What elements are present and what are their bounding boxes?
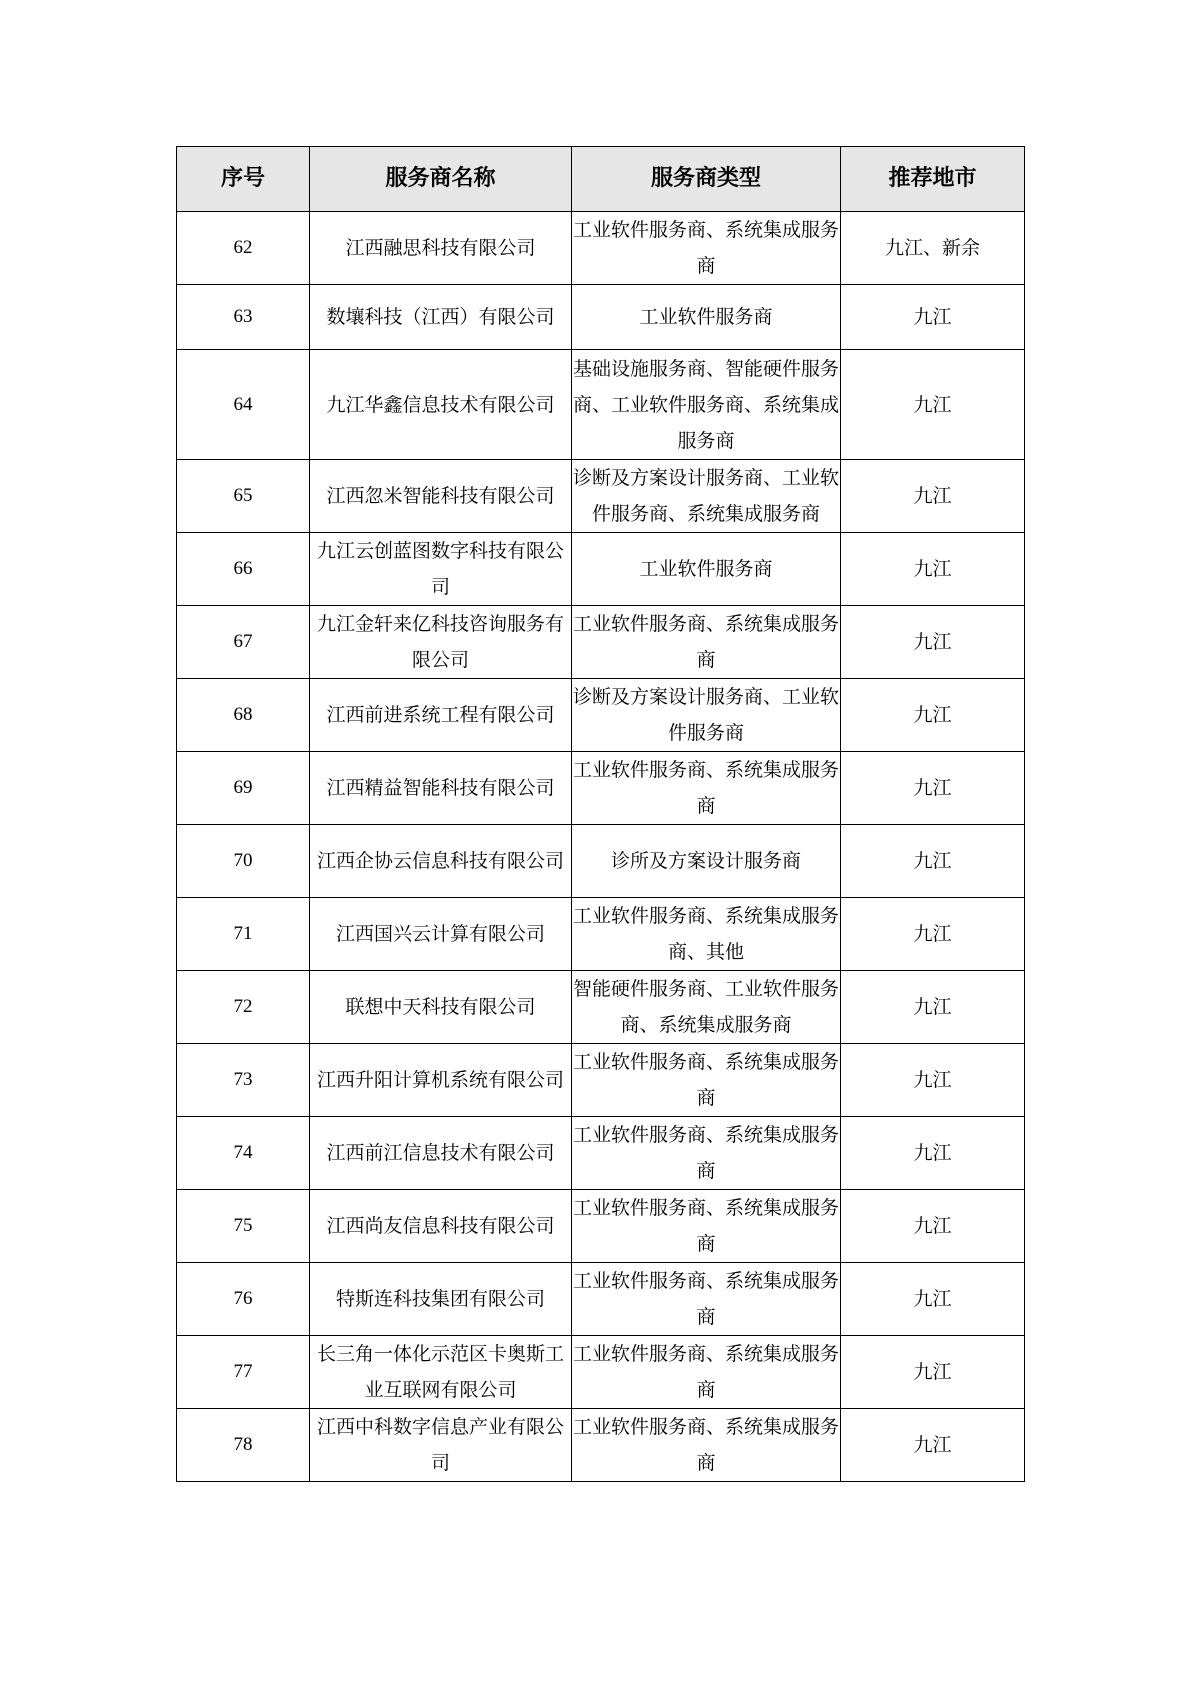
- row-provider-type: 工业软件服务商、系统集成服务商: [572, 1336, 841, 1409]
- row-number: 66: [177, 533, 310, 606]
- row-provider-type: 诊断及方案设计服务商、工业软件服务商: [572, 679, 841, 752]
- row-city: 九江: [841, 679, 1025, 752]
- row-city: 九江: [841, 1409, 1025, 1482]
- table-row: [177, 285, 1025, 350]
- row-number: 65: [177, 460, 310, 533]
- row-provider-name: 江西尚友信息科技有限公司: [310, 1190, 572, 1263]
- row-provider-name: 联想中天科技有限公司: [310, 971, 572, 1044]
- row-provider-name: 江西忽米智能科技有限公司: [310, 460, 572, 533]
- row-number: 63: [177, 285, 310, 350]
- row-city: 九江: [841, 350, 1025, 460]
- row-city: 九江: [841, 752, 1025, 825]
- row-provider-type: 工业软件服务商、系统集成服务商: [572, 1190, 841, 1263]
- table-row: [177, 1044, 1025, 1117]
- row-provider-name: 江西中科数字信息产业有限公司: [310, 1409, 572, 1482]
- header-recommended-city: 推荐地市: [841, 147, 1025, 212]
- row-provider-type: 工业软件服务商、系统集成服务商: [572, 606, 841, 679]
- row-provider-type: 基础设施服务商、智能硬件服务商、工业软件服务商、系统集成服务商: [572, 350, 841, 460]
- row-city: 九江: [841, 533, 1025, 606]
- row-city: 九江: [841, 285, 1025, 350]
- table-row: [177, 533, 1025, 606]
- row-provider-type: 诊断及方案设计服务商、工业软件服务商、系统集成服务商: [572, 460, 841, 533]
- row-city: 九江: [841, 1263, 1025, 1336]
- row-provider-type: 智能硬件服务商、工业软件服务商、系统集成服务商: [572, 971, 841, 1044]
- row-provider-type: 工业软件服务商、系统集成服务商: [572, 212, 841, 285]
- row-provider-name: 长三角一体化示范区卡奥斯工业互联网有限公司: [310, 1336, 572, 1409]
- row-number: 73: [177, 1044, 310, 1117]
- table-row: [177, 825, 1025, 898]
- row-provider-name: 九江华鑫信息技术有限公司: [310, 350, 572, 460]
- row-provider-type: 工业软件服务商、系统集成服务商: [572, 752, 841, 825]
- row-city: 九江: [841, 898, 1025, 971]
- table-row: [177, 460, 1025, 533]
- table-row: [177, 350, 1025, 460]
- row-provider-type: 诊所及方案设计服务商: [572, 825, 841, 898]
- row-number: 62: [177, 212, 310, 285]
- row-number: 74: [177, 1117, 310, 1190]
- table-row: [177, 898, 1025, 971]
- header-provider-name: 服务商名称: [310, 147, 572, 212]
- row-provider-name: 江西融思科技有限公司: [310, 212, 572, 285]
- row-number: 78: [177, 1409, 310, 1482]
- row-number: 72: [177, 971, 310, 1044]
- row-city: 九江: [841, 1336, 1025, 1409]
- row-provider-name: 江西前江信息技术有限公司: [310, 1117, 572, 1190]
- row-number: 68: [177, 679, 310, 752]
- row-provider-name: 数壤科技（江西）有限公司: [310, 285, 572, 350]
- table-row: [177, 1263, 1025, 1336]
- table-row: [177, 971, 1025, 1044]
- row-number: 75: [177, 1190, 310, 1263]
- row-provider-type: 工业软件服务商、系统集成服务商: [572, 1409, 841, 1482]
- row-provider-name: 九江云创蓝图数字科技有限公司: [310, 533, 572, 606]
- table-row: [177, 212, 1025, 285]
- row-city: 九江: [841, 971, 1025, 1044]
- row-city: 九江、新余: [841, 212, 1025, 285]
- row-provider-type: 工业软件服务商、系统集成服务商: [572, 1263, 841, 1336]
- row-number: 70: [177, 825, 310, 898]
- row-provider-name: 江西企协云信息科技有限公司: [310, 825, 572, 898]
- row-number: 71: [177, 898, 310, 971]
- service-provider-table: [176, 146, 1025, 1482]
- header-number: 序号: [177, 147, 310, 212]
- row-provider-name: 江西精益智能科技有限公司: [310, 752, 572, 825]
- row-provider-type: 工业软件服务商、系统集成服务商: [572, 1117, 841, 1190]
- table-row: [177, 1190, 1025, 1263]
- row-city: 九江: [841, 460, 1025, 533]
- row-city: 九江: [841, 1044, 1025, 1117]
- row-provider-name: 九江金轩来亿科技咨询服务有限公司: [310, 606, 572, 679]
- row-number: 67: [177, 606, 310, 679]
- row-provider-name: 特斯连科技集团有限公司: [310, 1263, 572, 1336]
- table-row: [177, 1117, 1025, 1190]
- table-row: [177, 679, 1025, 752]
- table-row: [177, 752, 1025, 825]
- row-city: 九江: [841, 1117, 1025, 1190]
- row-city: 九江: [841, 606, 1025, 679]
- row-provider-type: 工业软件服务商: [572, 533, 841, 606]
- row-provider-name: 江西国兴云计算有限公司: [310, 898, 572, 971]
- header-provider-type: 服务商类型: [572, 147, 841, 212]
- table-row: [177, 1409, 1025, 1482]
- row-number: 77: [177, 1336, 310, 1409]
- row-provider-type: 工业软件服务商、系统集成服务商、其他: [572, 898, 841, 971]
- row-number: 69: [177, 752, 310, 825]
- table-row: [177, 606, 1025, 679]
- row-city: 九江: [841, 825, 1025, 898]
- row-provider-type: 工业软件服务商、系统集成服务商: [572, 1044, 841, 1117]
- row-provider-name: 江西前进系统工程有限公司: [310, 679, 572, 752]
- row-number: 64: [177, 350, 310, 460]
- row-number: 76: [177, 1263, 310, 1336]
- row-provider-name: 江西升阳计算机系统有限公司: [310, 1044, 572, 1117]
- row-provider-type: 工业软件服务商: [572, 285, 841, 350]
- table-header-row: [177, 147, 1025, 212]
- row-city: 九江: [841, 1190, 1025, 1263]
- table-row: [177, 1336, 1025, 1409]
